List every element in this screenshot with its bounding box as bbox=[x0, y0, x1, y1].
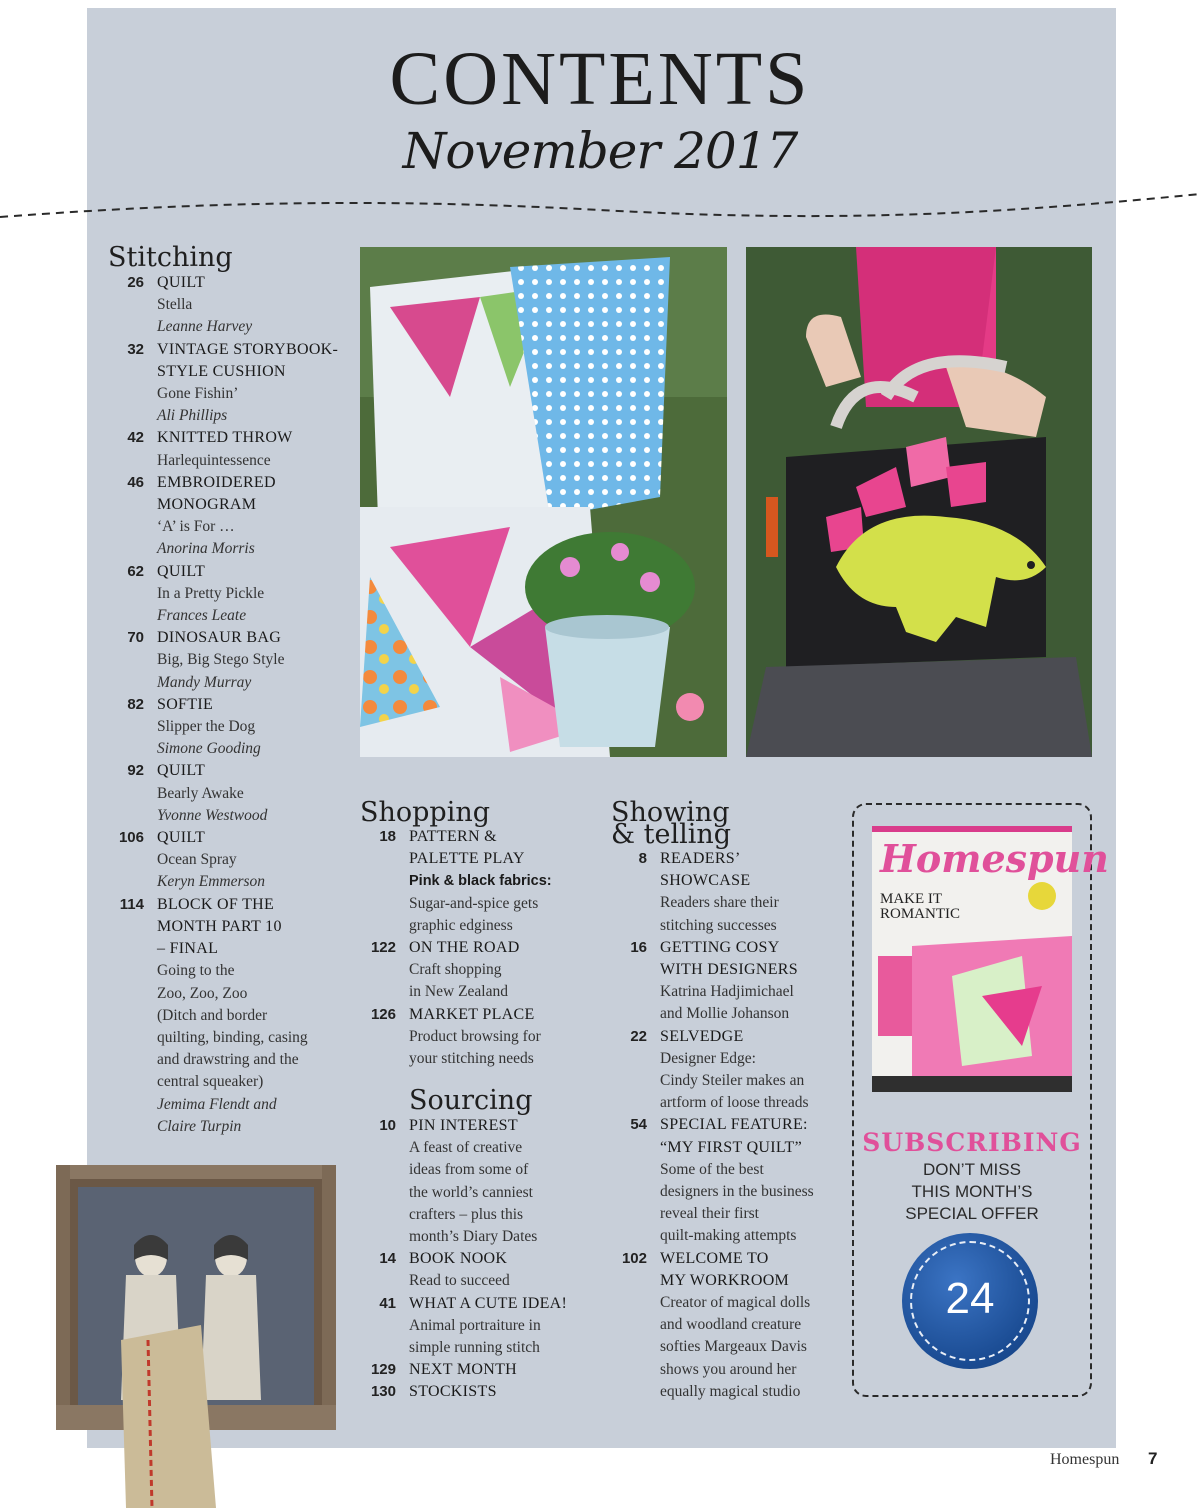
toc-entry-description: simple running stitch bbox=[409, 1339, 540, 1357]
toc-entry-body bbox=[660, 1114, 814, 1247]
toc-entry-body bbox=[409, 1115, 537, 1248]
toc-entry[interactable] bbox=[108, 760, 348, 827]
page-title: CONTENTS bbox=[389, 37, 811, 121]
toc-entry-description: Cindy Steiler makes an bbox=[660, 1072, 805, 1090]
toc-page-number: 92 bbox=[127, 762, 144, 780]
toc-entry-description: Creator of magical dolls bbox=[660, 1294, 811, 1312]
cover-headline: MAKE IT ROMANTIC bbox=[880, 891, 961, 922]
toc-page-number: 106 bbox=[118, 829, 144, 847]
toc-entry-title: GETTING COSY bbox=[660, 938, 780, 956]
toc-entry[interactable] bbox=[611, 1026, 851, 1115]
toc-page-number: 102 bbox=[621, 1249, 647, 1267]
toc-entry-description: quilting, binding, casing bbox=[157, 1028, 308, 1046]
toc-entry-description: central squeaker) bbox=[157, 1073, 264, 1091]
toc-entry-author: Keryn Emmerson bbox=[157, 873, 266, 891]
toc-entry-author: Mandy Murray bbox=[157, 673, 252, 691]
section-heading-shopping: Shopping bbox=[360, 797, 491, 828]
toc-entry-title: KNITTED THROW bbox=[157, 429, 293, 447]
toc-entry-description: Designer Edge: bbox=[660, 1049, 756, 1067]
toc-entry-description: stitching successes bbox=[660, 916, 777, 934]
toc-entry-description: Ocean Spray bbox=[157, 851, 237, 869]
toc-page-number: 54 bbox=[630, 1116, 647, 1134]
subscribe-line-2: THIS MONTH’S bbox=[911, 1182, 1033, 1201]
toc-entry-title: BLOCK OF THE bbox=[157, 895, 275, 913]
toc-sourcing bbox=[360, 1115, 600, 1404]
toc-entry-body bbox=[409, 826, 552, 937]
toc-entry-body bbox=[157, 827, 265, 894]
toc-entry-author: Ali Phillips bbox=[157, 407, 228, 425]
toc-entry-description: Bearly Awake bbox=[157, 784, 244, 802]
toc-entry-title: PIN INTEREST bbox=[409, 1117, 518, 1134]
toc-page-number: 18 bbox=[379, 828, 396, 845]
toc-page-number: 130 bbox=[370, 1383, 396, 1401]
quilt-photo bbox=[360, 247, 727, 757]
toc-entry-description: Harlequintessence bbox=[157, 451, 271, 469]
toc-entry-title: QUILT bbox=[157, 762, 206, 780]
toc-entry-title: WHAT A CUTE IDEA! bbox=[409, 1294, 568, 1312]
toc-entry-title: SHOWCASE bbox=[660, 872, 751, 890]
toc-entry[interactable] bbox=[108, 427, 348, 471]
toc-entry-body bbox=[157, 627, 284, 694]
toc-entry-body bbox=[409, 1359, 517, 1381]
section-heading-showing-line1: Showing bbox=[611, 797, 730, 828]
toc-entry[interactable] bbox=[360, 1359, 600, 1381]
toc-page-number: 14 bbox=[379, 1250, 396, 1268]
toc-stitching bbox=[108, 272, 348, 1138]
toc-entry-body bbox=[409, 937, 520, 1004]
toc-entry-title: SPECIAL FEATURE: bbox=[660, 1116, 808, 1134]
toc-entry-description: artform of loose threads bbox=[660, 1094, 809, 1112]
toc-page-number: 122 bbox=[370, 939, 396, 957]
toc-entry-description: quilt-making attempts bbox=[660, 1227, 797, 1245]
toc-entry-title: MONOGRAM bbox=[157, 496, 257, 514]
toc-entry-title: BOOK NOOK bbox=[409, 1250, 508, 1268]
toc-shopping bbox=[360, 826, 600, 1070]
toc-entry-title: ON THE ROAD bbox=[409, 939, 520, 957]
toc-page-number: 22 bbox=[630, 1027, 647, 1045]
subscribe-line-3: SPECIAL OFFER bbox=[905, 1204, 1039, 1223]
toc-entry[interactable] bbox=[360, 1293, 600, 1360]
toc-entry-body bbox=[660, 937, 798, 1026]
toc-page-number: 46 bbox=[127, 473, 144, 491]
toc-entry[interactable] bbox=[611, 1248, 851, 1403]
toc-page-number: 129 bbox=[370, 1361, 396, 1379]
toc-entry-description: A feast of creative bbox=[409, 1139, 523, 1157]
toc-entry-title: SELVEDGE bbox=[660, 1027, 744, 1045]
toc-entry[interactable] bbox=[611, 1114, 851, 1247]
toc-entry-body bbox=[157, 472, 276, 561]
toc-entry-description: shows you around her bbox=[660, 1360, 797, 1378]
toc-entry[interactable] bbox=[360, 1248, 600, 1292]
toc-entry-author: Jemima Flendt and bbox=[157, 1095, 277, 1113]
toc-page-number: 10 bbox=[379, 1117, 396, 1134]
toc-entry-body bbox=[409, 1381, 497, 1403]
toc-entry-description: and Mollie Johanson bbox=[660, 1005, 790, 1023]
toc-entry-title: WITH DESIGNERS bbox=[660, 961, 798, 979]
toc-entry-description: Stella bbox=[157, 296, 193, 314]
toc-entry[interactable] bbox=[108, 472, 348, 561]
toc-entry-description: crafters – plus this bbox=[409, 1205, 524, 1223]
toc-entry-description: Slipper the Dog bbox=[157, 718, 256, 736]
toc-entry-description: Read to succeed bbox=[409, 1272, 510, 1290]
toc-entry-title: QUILT bbox=[157, 829, 206, 847]
toc-page-number: 41 bbox=[379, 1294, 396, 1312]
toc-entry-description: the world’s canniest bbox=[409, 1183, 533, 1201]
toc-entry-body bbox=[409, 1248, 510, 1292]
toc-entry-title: MARKET PLACE bbox=[409, 1005, 535, 1023]
toc-entry-author: Simone Gooding bbox=[157, 740, 261, 758]
toc-entry-title: VINTAGE STORYBOOK- bbox=[157, 340, 339, 358]
toc-entry[interactable] bbox=[108, 627, 348, 694]
toc-entry-description: in New Zealand bbox=[409, 983, 508, 1001]
toc-page-number: 16 bbox=[630, 938, 647, 956]
issue-date: November 2017 bbox=[402, 122, 798, 180]
subscribe-page-number: 24 bbox=[945, 1274, 995, 1323]
toc-page-number: 126 bbox=[370, 1005, 396, 1023]
toc-entry-body bbox=[157, 894, 308, 1138]
toc-entry-title: SOFTIE bbox=[157, 695, 214, 713]
toc-entry-description: and woodland creature bbox=[660, 1316, 802, 1334]
toc-entry-body bbox=[157, 272, 252, 339]
section-heading-showing-line2: & telling bbox=[611, 819, 732, 850]
toc-page-number: 62 bbox=[127, 562, 144, 580]
toc-entry-title: EMBROIDERED bbox=[157, 473, 276, 491]
toc-page-number: 32 bbox=[127, 340, 144, 358]
section-heading-sourcing: Sourcing bbox=[409, 1085, 533, 1116]
toc-entry-author: Claire Turpin bbox=[157, 1117, 242, 1135]
toc-entry-description: (Ditch and border bbox=[157, 1006, 268, 1024]
toc-entry-author: Leanne Harvey bbox=[157, 318, 253, 336]
toc-entry-body bbox=[660, 1026, 809, 1115]
toc-entry-title: DINOSAUR BAG bbox=[157, 629, 282, 647]
toc-entry-description: and drawstring and the bbox=[157, 1051, 299, 1069]
toc-entry-description: designers in the business bbox=[660, 1183, 814, 1201]
toc-entry-body bbox=[409, 1293, 567, 1360]
toc-entry-body bbox=[157, 427, 293, 471]
toc-entry[interactable] bbox=[360, 826, 600, 937]
toc-entry-title: STOCKISTS bbox=[409, 1383, 497, 1401]
toc-entry-title: NEXT MONTH bbox=[409, 1361, 518, 1379]
toc-entry-title: – FINAL bbox=[157, 940, 219, 958]
toc-page-number: 42 bbox=[127, 429, 144, 447]
toc-entry-author: Yvonne Westwood bbox=[157, 806, 268, 824]
toc-entry-title: QUILT bbox=[157, 274, 206, 291]
section-heading-showing bbox=[611, 797, 732, 850]
toc-entry-description: Product browsing for bbox=[409, 1027, 541, 1045]
toc-entry-title: MY WORKROOM bbox=[660, 1271, 790, 1289]
toc-entry-title: PATTERN & bbox=[409, 828, 497, 845]
toc-entry-description: equally magical studio bbox=[660, 1382, 801, 1400]
toc-entry-body bbox=[157, 760, 267, 827]
toc-entry-description: softies Margeaux Davis bbox=[660, 1338, 807, 1356]
toc-page-number: 114 bbox=[119, 895, 144, 913]
toc-entry[interactable] bbox=[360, 1381, 600, 1403]
toc-entry-author: Anorina Morris bbox=[157, 540, 255, 558]
toc-entry-body bbox=[157, 561, 264, 628]
toc-entry[interactable] bbox=[360, 937, 600, 1004]
toc-entry-body bbox=[157, 339, 338, 428]
toc-entry-description: your stitching needs bbox=[409, 1050, 534, 1068]
toc-entry[interactable] bbox=[108, 694, 348, 761]
toc-entry[interactable] bbox=[108, 339, 348, 428]
toc-entry-description: Going to the bbox=[157, 962, 235, 980]
toc-entry-description: Craft shopping bbox=[409, 961, 502, 979]
toc-entry-body bbox=[660, 1248, 810, 1403]
subscribe-title: SUBSCRIBING bbox=[862, 1128, 1082, 1157]
toc-entry-author: Frances Leate bbox=[157, 607, 247, 625]
toc-showing bbox=[611, 848, 851, 1403]
toc-page-number: 70 bbox=[127, 629, 144, 647]
toc-page-number: 26 bbox=[127, 274, 144, 291]
toc-entry[interactable] bbox=[108, 561, 348, 628]
stitch-divider bbox=[0, 180, 1200, 230]
toc-entry[interactable] bbox=[108, 272, 348, 339]
toc-entry-body bbox=[409, 1004, 541, 1071]
toc-entry-body bbox=[157, 694, 261, 761]
toc-entry-description: Some of the best bbox=[660, 1160, 764, 1178]
toc-entry-title: QUILT bbox=[157, 562, 206, 580]
toc-entry[interactable] bbox=[360, 1004, 600, 1071]
toc-entry[interactable] bbox=[611, 937, 851, 1026]
toc-entry[interactable] bbox=[611, 848, 851, 937]
toc-entry[interactable] bbox=[108, 894, 348, 1138]
toc-entry-title: MONTH PART 10 bbox=[157, 917, 282, 935]
toc-entry-description: reveal their first bbox=[660, 1205, 759, 1223]
toc-entry-title: READERS’ bbox=[660, 850, 741, 867]
toc-page-number: 82 bbox=[127, 695, 144, 713]
toc-entry-description: Animal portraiture in bbox=[409, 1316, 541, 1334]
toc-entry-description: month’s Diary Dates bbox=[409, 1228, 538, 1246]
toc-entry-title: WELCOME TO bbox=[660, 1249, 769, 1267]
cover-brand: Homespun bbox=[880, 836, 1109, 881]
toc-entry-body bbox=[660, 848, 779, 937]
shadow-box-dolls-photo bbox=[56, 1165, 336, 1508]
toc-entry-description: graphic edginess bbox=[409, 916, 513, 934]
toc-entry-description: Sugar-and-spice gets bbox=[409, 894, 539, 912]
section-heading-stitching: Stitching bbox=[108, 242, 233, 273]
toc-entry-title: STYLE CUSHION bbox=[157, 362, 286, 380]
toc-entry-description: In a Pretty Pickle bbox=[157, 584, 265, 602]
toc-entry-description: Big, Big Stego Style bbox=[157, 651, 285, 669]
toc-entry[interactable] bbox=[108, 827, 348, 894]
toc-entry-title: PALETTE PLAY bbox=[409, 850, 525, 868]
toc-entry-description: ‘A’ is For … bbox=[157, 518, 235, 536]
toc-entry-description: Gone Fishin’ bbox=[157, 385, 239, 403]
toc-entry-title: “MY FIRST QUILT” bbox=[660, 1138, 802, 1156]
footer-page-number: 7 bbox=[1148, 1449, 1158, 1468]
magazine-cover[interactable] bbox=[872, 826, 1109, 1092]
toc-entry[interactable] bbox=[360, 1115, 600, 1248]
toc-entry-description: Readers share their bbox=[660, 894, 779, 912]
toc-page-number: 8 bbox=[638, 850, 647, 867]
dinosaur-bag-photo bbox=[746, 247, 1092, 757]
toc-entry-description: Pink & black fabrics: bbox=[409, 873, 552, 890]
toc-entry-description: Katrina Hadjimichael bbox=[660, 983, 794, 1001]
toc-entry-description: Zoo, Zoo, Zoo bbox=[157, 984, 248, 1002]
footer-brand: Homespun bbox=[1050, 1451, 1120, 1468]
toc-entry-description: ideas from some of bbox=[409, 1161, 529, 1179]
subscribe-line-1: DON’T MISS bbox=[923, 1160, 1021, 1179]
